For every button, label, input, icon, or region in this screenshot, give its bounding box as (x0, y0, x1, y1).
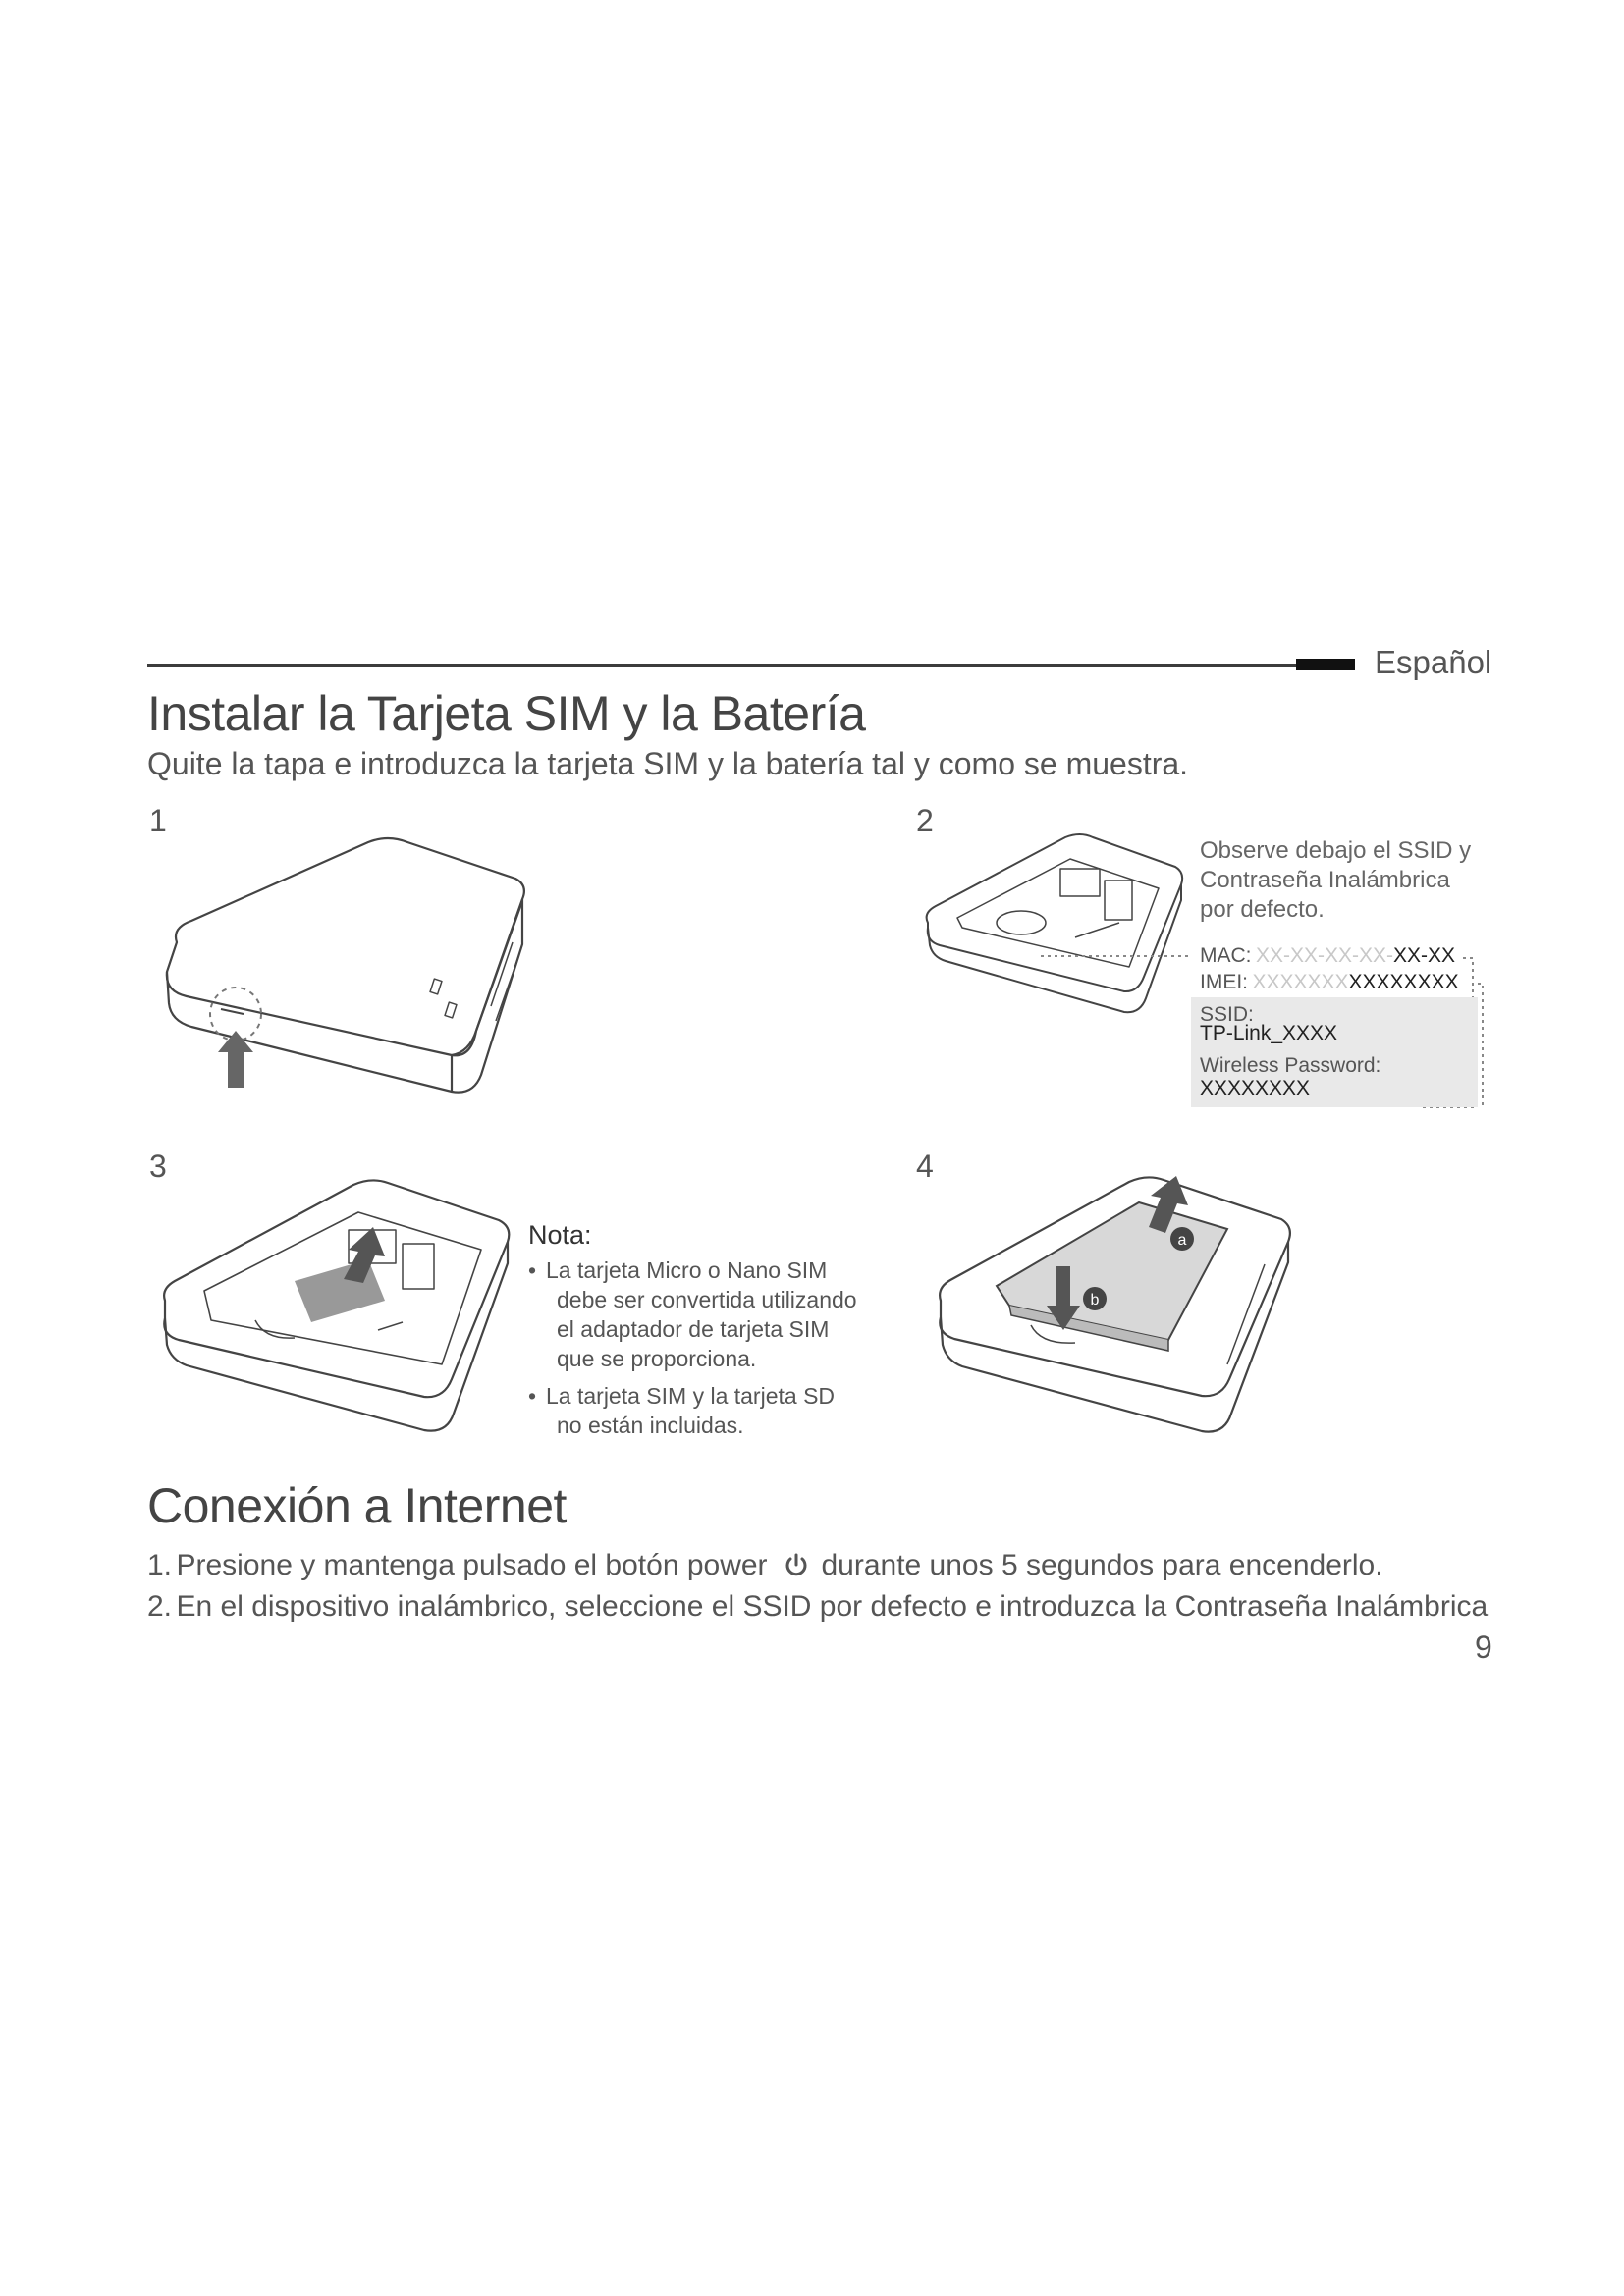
step-number-4: 4 (916, 1148, 934, 1184)
note-item-1-line-2: debe ser convertida utilizando (557, 1287, 857, 1312)
note-item-1-line-4: que se proporciona. (557, 1346, 757, 1371)
note-item-1-line-3: el adaptador de tarjeta SIM (557, 1316, 830, 1342)
step-number-1: 1 (149, 803, 167, 838)
note-bullet-1: • (528, 1257, 537, 1283)
instruction-number-1: 1. (147, 1549, 173, 1581)
power-icon (784, 1552, 809, 1582)
section-title-sim-battery: Instalar la Tarjeta SIM y la Batería (147, 686, 866, 741)
mac-ghost: XX-XX-XX-XX- (1255, 944, 1393, 967)
instruction-text-2: En el dispositivo inalámbrico, seleccione el SSID por defecto e introduzca la Contraseña Inalámbrica (176, 1590, 1489, 1623)
label-hint-line-1: Observe debajo el SSID y (1200, 837, 1472, 864)
label-hint-line-2: Contraseña Inalámbrica (1200, 867, 1450, 893)
figure-insert-battery (933, 1168, 1296, 1443)
password-value: XXXXXXXX (1200, 1077, 1311, 1099)
note-title: Nota: (528, 1220, 592, 1250)
battery-marker-b: b (1090, 1292, 1100, 1308)
step-number-3: 3 (149, 1148, 167, 1184)
ssid-label: SSID: (1200, 1003, 1254, 1026)
imei-value: XXXXXXXX (1348, 971, 1459, 993)
header-rule-marker (1296, 659, 1355, 670)
mac-value: XX-XX (1392, 944, 1456, 967)
page-number: 9 (1475, 1629, 1492, 1665)
ssid-value: TP-Link_XXXX (1200, 1022, 1338, 1044)
section-subtitle: Quite la tapa e introduzca la tarjeta SIM y la batería tal y como se muestra. (147, 746, 1189, 781)
mac-label: MAC: (1200, 944, 1252, 967)
figure-remove-cover (157, 834, 540, 1109)
instruction-text-1a: Presione y mantenga pulsado el botón power (176, 1549, 768, 1581)
note-item-1-line-1: La tarjeta Micro o Nano SIM (546, 1257, 828, 1283)
imei-ghost: XXXXXXX (1252, 971, 1349, 993)
imei-row (1200, 971, 1459, 994)
note-bullet-2: • (528, 1383, 537, 1409)
battery-marker-a: a (1177, 1232, 1187, 1249)
instruction-item-1 (147, 1549, 1383, 1582)
instruction-item-2 (147, 1590, 1488, 1624)
section-title-internet: Conexión a Internet (147, 1478, 567, 1533)
mac-row (1200, 944, 1455, 968)
language-label: Español (1375, 644, 1492, 680)
password-label: Wireless Password: (1200, 1054, 1381, 1077)
instruction-number-2: 2. (147, 1590, 173, 1623)
imei-label: IMEI: (1200, 971, 1249, 993)
label-hint-line-3: por defecto. (1200, 896, 1325, 923)
step-number-2: 2 (916, 803, 934, 838)
instruction-text-1b: durante unos 5 segundos para encenderlo. (821, 1549, 1383, 1581)
figure-insert-sim (157, 1173, 520, 1438)
note-item-2-line-1: La tarjeta SIM y la tarjeta SD (546, 1383, 836, 1409)
note-item-2-line-2: no están incluidas. (557, 1413, 744, 1438)
header-rule (147, 664, 1296, 667)
